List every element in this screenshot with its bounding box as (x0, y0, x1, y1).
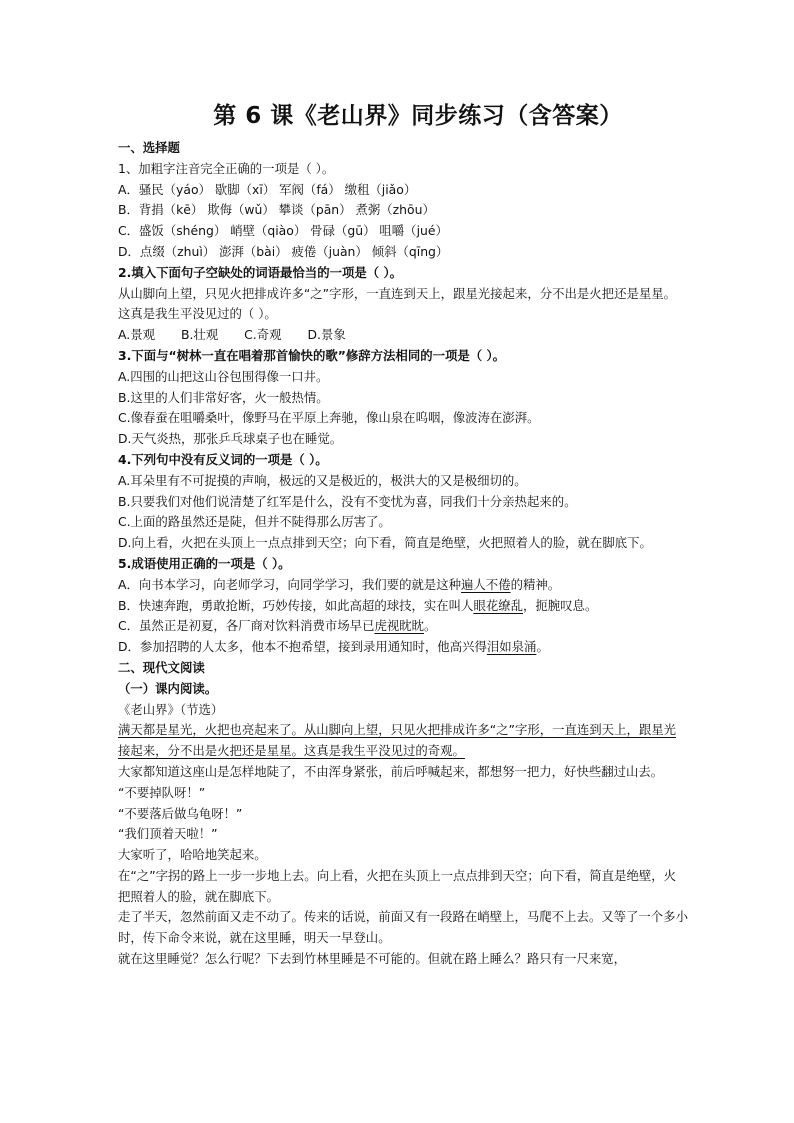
question-1-option-b: B．背捐（kē） 欺侮（wǔ） 攀谈（pān） 煮粥（zhōu） (118, 202, 435, 218)
underlined-text: 满天都是星光，火把也亮起来了。从山脚向上望，只见火把排成许多“之”字形，一直连到天上，跟星光接起来，分不出是火把还是星星。这真是我生平没见过的奇观。 (118, 722, 677, 759)
question-1-stem: 1、加粗字注音完全正确的一项是（ ）。 (118, 160, 335, 176)
question-3-option-a: A.四围的山把这山谷包围得像一口井。 (118, 368, 329, 384)
passage-paragraph-3: 在“之”字拐的路上一步一步地上去。向上看，火把在头顶上一点点排到天空；向下看，简直是绝壁，火把照着人的脸，就在脚底下。 (118, 867, 677, 904)
question-2-text: 从山脚向上望，只见火把排成许多“之”字形，一直连到天上，跟星光接起来，分不出是火把还是星星。这真是我生平没见过的（ ）。 (118, 285, 677, 322)
question-2-options (118, 325, 688, 346)
question-3-stem: 3.下面与“树林一直在唱着那首愉快的歌”修辞方法相同的一项是（ ）。 (118, 347, 506, 363)
question-5-option-a (118, 575, 688, 596)
option-text: 。 (536, 639, 549, 655)
option-text: B．快速奔跑，勇敢抢断，巧妙传接，如此高超的球技，实在叫人 (118, 597, 474, 613)
passage-source: 《老山界》（节选） (118, 701, 224, 717)
passage-paragraph-1: 大家都知道这座山是怎样地陡了，不由浑身紧张，前后呼喊起来，都想努一把力，好快些翻过山去。 (118, 763, 664, 779)
question-4-option-c: C.上面的路虽然还是陡，但并不陡得那么厉害了。 (118, 514, 391, 530)
option-text: 的精神。 (510, 576, 561, 592)
option-text: A．向书本学习，向老师学习，向同学学习，我们要的就是这种 (118, 576, 462, 592)
question-2-option-c: C.奇观 (244, 327, 282, 343)
question-4-option-a: A.耳朵里有不可捉摸的声响，极远的又是极近的，极洪大的又是极细切的。 (118, 472, 527, 488)
page-title: 第 6 课《老山界》同步练习（含答案） (213, 103, 623, 129)
question-2-option-a: A.景观 (118, 327, 155, 343)
option-text: D．参加招聘的人太多，他本不抱希望，接到录用通知时，他高兴得 (118, 639, 487, 655)
section-heading-reading: 二、现代文阅读 (118, 659, 205, 675)
question-2-option-d: D.景象 (307, 327, 346, 343)
question-3-option-d: D.天气炎热，那张乒乓球桌子也在睡觉。 (118, 431, 343, 447)
question-5-option-b (118, 596, 688, 617)
subsection-heading: （一）课内阅读。 (118, 680, 218, 696)
idiom-underlined: 眼花缭乱 (473, 597, 523, 613)
question-2-option-b: B.壮观 (180, 327, 219, 343)
question-3-option-c: C.像春蚕在咀嚼桑叶，像野马在平原上奔驰，像山泉在呜咽，像波涛在澎湃。 (118, 410, 540, 426)
question-5-stem: 5.成语使用正确的一项是（ ）。 (118, 555, 291, 571)
section-heading-choice: 一、选择题 (118, 140, 180, 155)
worksheet-page (118, 100, 688, 970)
passage-paragraph-2: 大家听了，哈哈地笑起来。 (118, 847, 267, 863)
question-1-option-d: D．点缀（zhuì） 澎湃（bài） 疲倦（juàn） 倾斜（qīng） (118, 243, 449, 259)
idiom-underlined: 虎视眈眈 (374, 618, 425, 634)
option-text: C．虽然正是初夏，各厂商对饮料消费市场早已 (118, 618, 375, 634)
passage-paragraph-4: 走了半天，忽然前面又走不动了。传来的话说，前面又有一段路在峭壁上，马爬不上去。又等了一个多小时，传下命令来说，就在这里睡，明天一早登山。 (118, 909, 688, 946)
question-4-stem: 4.下列句中没有反义词的一项是（ ）。 (118, 451, 328, 467)
passage-paragraph-5: 就在这里睡觉？怎么行呢？下去到竹林里睡是不可能的。但就在路上睡么？路只有一尺来宽， (118, 951, 627, 967)
question-5-option-d (118, 637, 688, 658)
option-text: 。 (424, 618, 437, 634)
passage-quote-3: “我们顶着天啦！” (118, 826, 218, 842)
question-1-option-c: C．盛饭（shéng） 峭壁（qiào） 骨碌（gū） 咀嚼（jué） (118, 223, 448, 239)
question-4-option-b: B.只要我们对他们说清楚了红军是什么，没有不变忧为喜，同我们十分亲热起来的。 (118, 493, 577, 509)
idiom-underlined: 遍人不倦 (461, 576, 511, 592)
passage-quote-1: “不要掉队呀！” (118, 784, 206, 800)
question-3-option-b: B.这里的人们非常好客，火一般热情。 (118, 389, 329, 405)
passage-underlined-paragraph (118, 720, 688, 762)
question-4-option-d: D.向上看，火把在头顶上一点点排到天空；向下看，简直是绝壁，火把照着人的脸，就在脚底下。 (118, 535, 652, 551)
passage-quote-2: “不要落后做乌龟呀！” (118, 805, 243, 821)
question-5-option-c (118, 616, 688, 637)
idiom-underlined: 泪如泉涌 (486, 639, 537, 655)
question-1-option-a: A．骚民（yáo） 歇脚（xī） 军阀（fá） 缴租（jiǎo） (118, 181, 417, 197)
option-text: ，扼腕叹息。 (523, 597, 598, 613)
question-2-stem: 2.填入下面句子空缺处的词语最恰当的一项是（ ）。 (118, 264, 403, 280)
